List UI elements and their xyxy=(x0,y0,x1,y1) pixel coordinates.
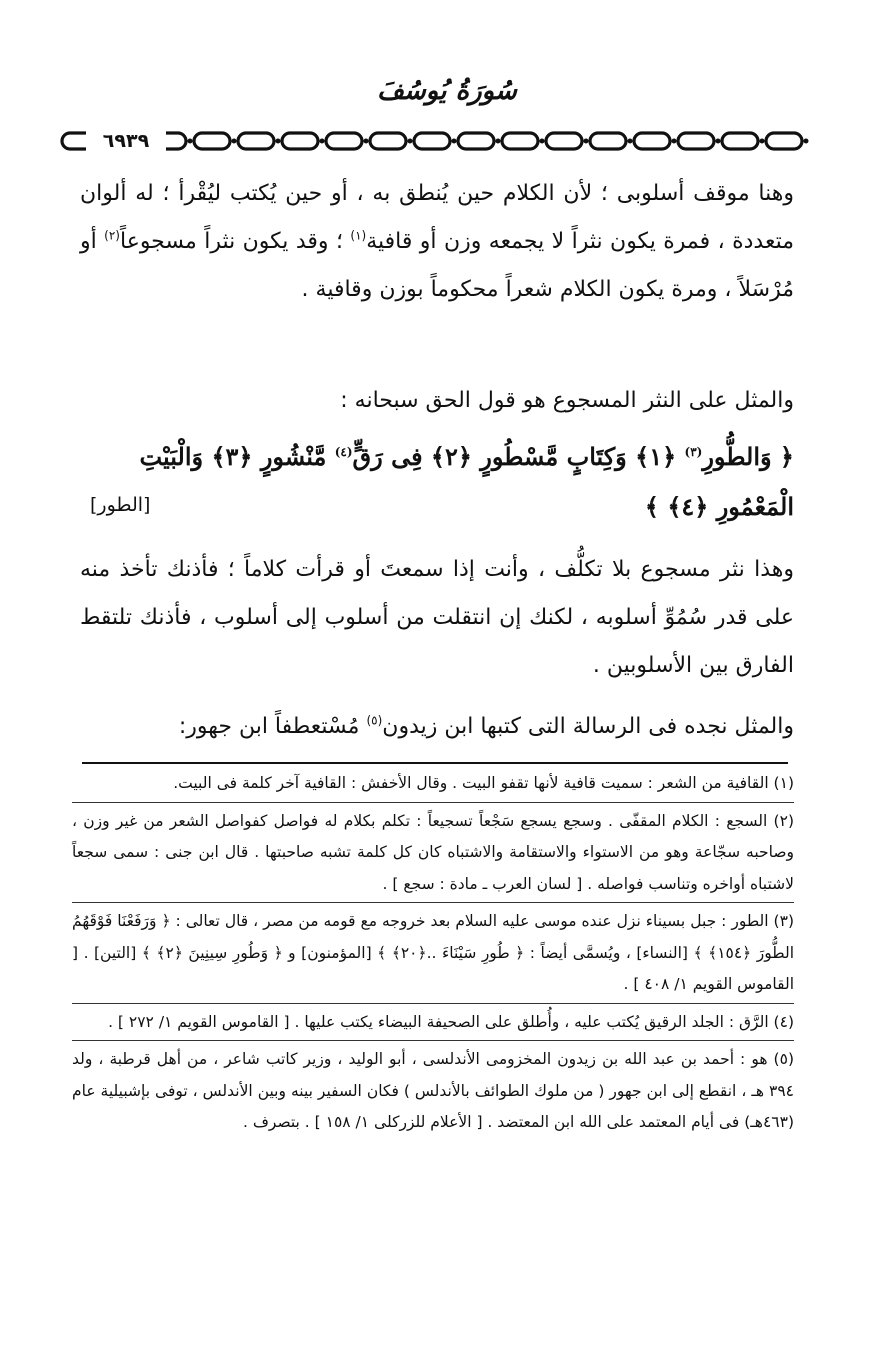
paragraph-2: والمثل على النثر المسجوع هو قول الحق سبحانه : xyxy=(340,388,794,413)
paragraph-1-text-a: وهنا موقف أسلوبى ؛ لأن الكلام حين يُنطق به ، أو حين يُكتب ليُقْرأ ؛ له ألوان متعددة ، فمرة يكون نثراً لا يجمعه وزن أو قافية xyxy=(80,181,794,254)
chain-dot xyxy=(540,139,545,144)
chain-dot xyxy=(804,139,809,144)
chain-dot xyxy=(760,139,765,144)
chain-link xyxy=(238,133,274,149)
chain-link xyxy=(194,133,230,149)
verse-part-3: مَّنْشُورٍ ﴿٣﴾ وَالْبَيْتِ الْمَعْمُورِ ﴿٤﴾ ﴾ xyxy=(139,442,794,521)
footnote-separator xyxy=(72,1003,794,1004)
chain-dot xyxy=(628,139,633,144)
chain-link xyxy=(766,133,802,149)
chain-dot xyxy=(364,139,369,144)
chain-link xyxy=(590,133,626,149)
chain-dot xyxy=(452,139,457,144)
chain-dot xyxy=(672,139,677,144)
footnote-separator xyxy=(72,802,794,803)
surah-title: سُورَةُ يُوسُفَ xyxy=(377,76,517,106)
footnote-separator xyxy=(72,1040,794,1041)
chain-dot xyxy=(584,139,589,144)
paragraph-4 xyxy=(80,703,794,751)
footnote-ref-1[interactable]: (١) xyxy=(350,228,367,243)
footnote-divider xyxy=(82,762,788,764)
page-number: ٦٩٣٩ xyxy=(86,130,166,152)
chain-dot xyxy=(716,139,721,144)
chain-link xyxy=(546,133,582,149)
verse-reference: [الطور] xyxy=(90,494,151,516)
chain-dot xyxy=(496,139,501,144)
quran-verse xyxy=(80,432,794,532)
verse-part-2: ﴿١﴾ وَكِتَابٍ مَّسْطُورٍ ﴿٢﴾ فِى رَقٍّ xyxy=(352,442,685,471)
footnote-ref-4[interactable]: (٤) xyxy=(334,445,353,459)
footnote-5: (٥) هو : أحمد بن عبد الله بن زيدون المخزومى الأندلسى ، أبو الوليد ، وزير كاتب شاعر ، من أهل قرطبة ، ولد ٣٩٤ هـ ، انقطع إلى ابن جهور ( من ملوك الطوائف بالأندلس ) فكان السفير بينه وبين الأندلس ، توفى بإشبيلية عام (٤٦٣هـ) فى أيام المعتمد على الله ابن المعتضد . [ الأعلام للزركلى ١/ ١٥٨ ] . بتصرف . xyxy=(72,1050,794,1131)
footnote-ref-2[interactable]: (٢) xyxy=(104,228,120,243)
footnote-2: (٢) السجع : الكلام المقفّى . وسجع يسجع سَجْعاً تسجيعاً : تكلم بكلام له فواصل كفواصل الشعر من غير وزن ، وصاحبه سجّاعة وهو من الاستواء والاستقامة والاشتباه كان كل كلمة تشبه صاحبتها . قال ابن جنى : سمى سجعاً لاشتباه أواخره وتناسب فواصله . [ لسان العرب ـ مادة : سجع ] . xyxy=(72,811,794,893)
chain-dot xyxy=(276,139,281,144)
chain-dot xyxy=(320,139,325,144)
footnote-ref-3[interactable]: (٣) xyxy=(684,445,703,459)
chain-link xyxy=(282,133,318,149)
paragraph-4-text-b: مُسْتعطفاً ابن جهور: xyxy=(178,714,367,739)
chain-link xyxy=(678,133,714,149)
chain-link xyxy=(458,133,494,149)
paragraph-4-text-a: والمثل نجده فى الرسالة التى كتبها ابن زيدون xyxy=(382,714,794,739)
chain-link xyxy=(502,133,538,149)
paragraph-1 xyxy=(80,170,794,314)
footnote-separator xyxy=(72,902,794,903)
chain-dot xyxy=(232,139,237,144)
chain-link xyxy=(634,133,670,149)
verse-part-1: ﴿ وَالطُّورِ xyxy=(702,442,794,471)
footnote-3: (٣) الطور : جبل بسيناء نزل عنده موسى عليه السلام بعد خروجه مع قومه من مصر ، قال تعالى : ﴿ وَرَفَعْنَا فَوْقَهُمُ الطُّورَ ﴿١٥٤﴾ ﴾ [النساء] ، ويُسمَّى أيضاً : ﴿ طُورِ سَيْنَاءَ ..﴿٢٠﴾ ﴾ [المؤمنون] و ﴿ وَطُورِ سِينِينَ ﴿٢﴾ ﴾ [التين] . [ القاموس القويم ١/ ٤٠٨ ] . xyxy=(72,912,795,993)
chain-link xyxy=(370,133,406,149)
ornamental-border xyxy=(58,126,818,156)
paragraph-1-text-c: أو مُرْسَلاً ، ومرة يكون الكلام شعراً محكوماً بوزن وقافية . xyxy=(80,229,794,302)
chain-dot xyxy=(188,139,193,144)
footnote-ref-5[interactable]: (٥) xyxy=(366,713,383,728)
footnotes xyxy=(72,768,794,1139)
paragraph-3: وهذا نثر مسجوع بلا تكلُّف ، وأنت إذا سمعتَ أو قرأت كلاماً ؛ فأذنك تأخذ منه على قدر سُمُوِّ أسلوبه ، لكنك إن انتقلت من أسلوب إلى أسلوب ، فأذنك تلتقط الفارق بين الأسلوبين . xyxy=(80,557,794,678)
footnote-1: (١) القافية من الشعر : سميت قافية لأنها تقفو البيت . وقال الأخفش : القافية آخر كلمة فى البيت. xyxy=(173,774,794,792)
chain-link xyxy=(326,133,362,149)
chain-link xyxy=(414,133,450,149)
paragraph-1-text-b: ؛ وقد يكون نثراً مسجوعاً xyxy=(119,229,351,254)
chain-dot xyxy=(408,139,413,144)
footnote-4: (٤) الرَّق : الجلد الرقيق يُكتب عليه ، وأُطلق على الصحيفة البيضاء يكتب عليها . [ القاموس القويم ١/ ٢٧٢ ] . xyxy=(108,1012,794,1031)
chain-link xyxy=(722,133,758,149)
